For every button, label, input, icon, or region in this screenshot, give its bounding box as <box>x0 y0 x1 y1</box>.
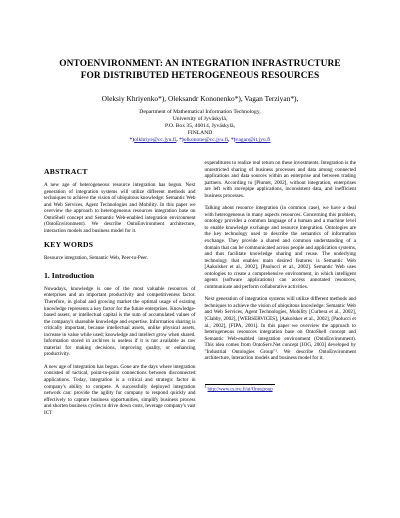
introduction-heading: 1. Introduction <box>44 270 95 280</box>
affiliation-line: P.O. Box 35, 40014, Jyväskylä, <box>164 123 236 129</box>
introduction-paragraph: A new age of integration has begun. Gone are the days where integration consisted of tactical, point-to-point connections between disconnected applications. Today, integration is a critical and strategic factor in company's ability to compete. A successfully deployed integration network can: provide the agility for company to respond quickly and effectively to capture business opportunities, simplify business process and shorten business cycles to drive down costs, leverage company's vast ICT <box>44 363 196 416</box>
footnote-divider <box>205 384 275 385</box>
paper-title <box>44 58 356 82</box>
body-columns <box>44 162 356 422</box>
introduction-paragraph: Nowadays, knowledge is one of the most valuable resources of enterprises and an important productivity and competitiveness factor. Therefore, in global and growing market the optimal usage of existing knowledge represents a key factor for the future enterprises. Knowledge-based assets, or intellectual capital is the sum of accumulated values of the company's shareable knowledge and expertise. Information sharing is critically important, because intellectual assets, unlike physical assets, increase in value while used; knowledge and intellect grow when shared. Information stored in archives is useless if it is not available as raw material for making decisions, improving quality, or enhancing productivity. <box>44 285 196 358</box>
affiliation-line: Department of Mathematical Information Technology, <box>139 109 261 115</box>
right-column <box>205 160 357 422</box>
abstract-text: A new age of heterogeneous resource integration has begun. Next generation of integration systems will utilize different methods and techniques to achieve the vision of ubiquitous knowledge: Semantic Web and Web Services, Agent Technologies and Mobility. In this paper we overview the approach to heterogeneous resources integration base on OntoShell concept and Semantic Web-enabled integration environment (OntoEnvironment). We describe OntoEnvironment architecture, interaction models and business model for it. <box>44 182 196 234</box>
author-list: Oleksiy Khriyenko*), Oleksandr Kononenko*), Vagan Terziyan*), <box>101 94 299 103</box>
left-column <box>44 162 196 422</box>
keywords-text: Resource integration, Semantic Web, Peer-to-Peer. <box>44 255 149 262</box>
body-paragraph: expenditures to realize real return on these investments. Integration is the unrestricted sharing of business processes and data among connected applications and data sources within an enterprise and between trading partners. According to [Plumet, 2002], without integration, enterprises are left with stovepipe applications, inconsistent data, and inefficient business processes. <box>204 160 356 199</box>
email-link-3[interactable]: vagan@it.jyu.fi <box>235 137 271 143</box>
footnote-mark: 1 <box>204 384 207 389</box>
affiliation-block <box>44 109 356 137</box>
title-line-2: FOR DISTRIBUTED HETEROGENEOUS RESOURCES <box>80 71 320 81</box>
affiliation-line: University of Jyväskylä, <box>172 116 228 122</box>
keywords-heading: KEY WORDS <box>44 240 94 250</box>
author-emails <box>44 137 356 144</box>
email-separator: , *) <box>176 137 184 143</box>
footnote <box>204 384 357 394</box>
footnote-link[interactable]: http://www.cs.jyu.fi/ai/Ontogroup <box>207 387 273 393</box>
email-separator: , *) <box>228 137 236 143</box>
body-paragraph: Next generation of integration systems will utilize different methods and techniques to achieve the vision of ubiquitous knowledge: Semantic Web and Web Services, Agent Technologies, Mobility [Curbera et al., 2002], [Clabby, 2002], [WEBSERVICES], [Aakolsker et al., 2002], [Paolucci et al., 2002], [FIPA, 2001]. In this paper we overview the approach to heterogeneous resources integration base on OntoShell concept and Semantic Web-enabled integration environment (OntoEnvironment). This idea comes from OntoServ.Net concept [IOG, 2003] developed by "Industrial Ontologies Group"¹. We describe OntoEnvironment architecture, interaction models and business model for it. <box>204 296 356 362</box>
email-link-2[interactable]: olkonone@cc.jyu.fi <box>183 137 229 143</box>
abstract-heading: ABSTRACT <box>44 167 88 176</box>
email-mark: *) <box>129 137 135 143</box>
body-paragraph: Talking about resource integration (in common case), we have a deal with heterogeneous in many aspects resources. Concerning this problem, ontology provides a common language of a human and a machine level to enable knowledge exchange and resource integration. Ontologies are the key technology used to describe the semantics of information exchange. They provide a shared and common understanding of a domain that can be communicated across people and application systems, and thus facilitate knowledge sharing and reuse. The underlying technology that enables main desired features is Semantic Web [Aakolsker et al., 2002], [Paolucci et al., 2002]. Semantic Web uses ontologies to create a comprehensive environment, in which intelligent agents (software applications) can access annotated resources, communicate and perform collaborative activities. <box>204 205 356 290</box>
email-link-1[interactable]: olkhriye@cc.jyu.fi <box>134 137 177 143</box>
affiliation-line: FINLAND <box>187 130 213 136</box>
title-line-1: ONTOENVIRONMENT: AN INTEGRATION INFRASTRUCTURE <box>59 59 341 69</box>
